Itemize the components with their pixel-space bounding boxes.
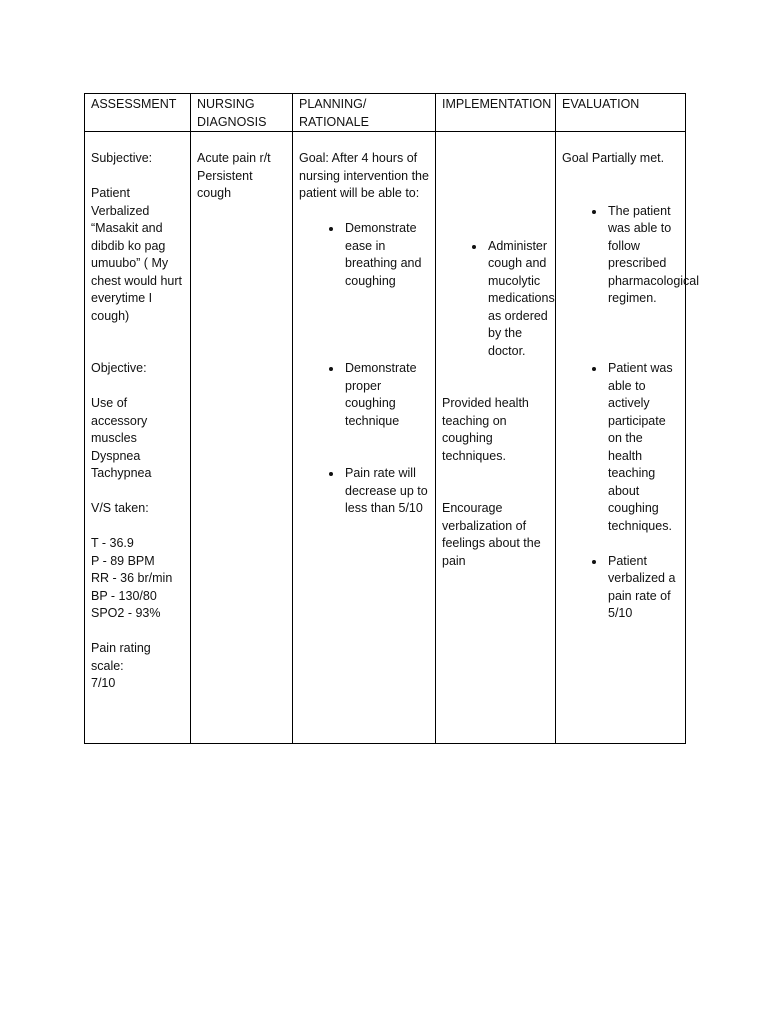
content-row — [85, 132, 686, 744]
vital-sign: SPO2 - 93% — [91, 606, 161, 620]
implementation-bullets — [442, 238, 555, 361]
evaluation-bullet: • The patient was able to follow prescribed pharmacological regimen. — [606, 203, 685, 308]
header-implementation: IMPLEMENTATION — [436, 94, 556, 132]
planning-bullets — [299, 220, 429, 518]
evaluation-bullet: • Patient verbalized a pain rate of 5/10 — [606, 553, 685, 623]
planning-bullet: • Demonstrate ease in breathing and coughing — [343, 220, 429, 290]
nursing-care-plan-table — [84, 93, 700, 744]
implementation-cell — [436, 132, 556, 744]
vital-sign: P - 89 BPM — [91, 553, 155, 568]
evaluation-bullets — [562, 203, 700, 623]
vital-sign: T - 36.9 — [91, 536, 134, 550]
evaluation-cell — [556, 132, 700, 744]
planning-bullet: • Demonstrate proper coughing technique — [343, 360, 429, 430]
pain-rating-label: Pain rating scale: — [91, 641, 151, 673]
objective-line: Dyspnea — [91, 448, 141, 463]
implementation-item: Provided health teaching on coughing techniques. — [442, 396, 529, 463]
vital-signs-label: V/S taken: — [91, 501, 149, 515]
evaluation-bullet: • Patient was able to actively participate on the health teaching about coughing techniques. — [606, 360, 685, 535]
evaluation-status: Goal Partially met. — [562, 151, 665, 165]
implementation-item: Encourage verbalization of feelings about the pain — [442, 501, 541, 568]
planning-cell — [293, 132, 436, 744]
header-assessment: ASSESSMENT — [85, 94, 191, 132]
diagnosis-text: Acute pain r/t Persistent cough — [197, 151, 271, 200]
header-evaluation: EVALUATION — [556, 94, 686, 132]
header-nursing-diagnosis: NURSING DIAGNOSIS — [191, 94, 293, 132]
header-row — [85, 94, 686, 132]
planning-bullet: • Pain rate will decrease up to less than 5/10 — [343, 465, 429, 518]
objective-line: Tachypnea — [91, 466, 152, 480]
objective-line: Use of accessory muscles — [91, 396, 148, 445]
implementation-bullet: • Administer cough and mucolytic medications as ordered by the doctor. — [486, 238, 555, 361]
assessment-cell — [85, 132, 191, 744]
planning-goal: Goal: After 4 hours of nursing intervention the patient will be able to: — [299, 151, 429, 200]
header-planning-rationale: PLANNING/ RATIONALE — [293, 94, 436, 132]
diagnosis-cell — [191, 132, 293, 744]
vital-sign: RR - 36 br/min — [91, 571, 173, 585]
pain-rating-value: 7/10 — [91, 676, 116, 690]
subjective-text: Patient Verbalized “Masakit and dibdib ko pag umuubo” ( My chest would hurt everytime I cough) — [91, 186, 183, 323]
vital-sign: BP - 130/80 — [91, 588, 157, 603]
subjective-label: Subjective: — [91, 151, 153, 165]
objective-label: Objective: — [91, 361, 147, 375]
